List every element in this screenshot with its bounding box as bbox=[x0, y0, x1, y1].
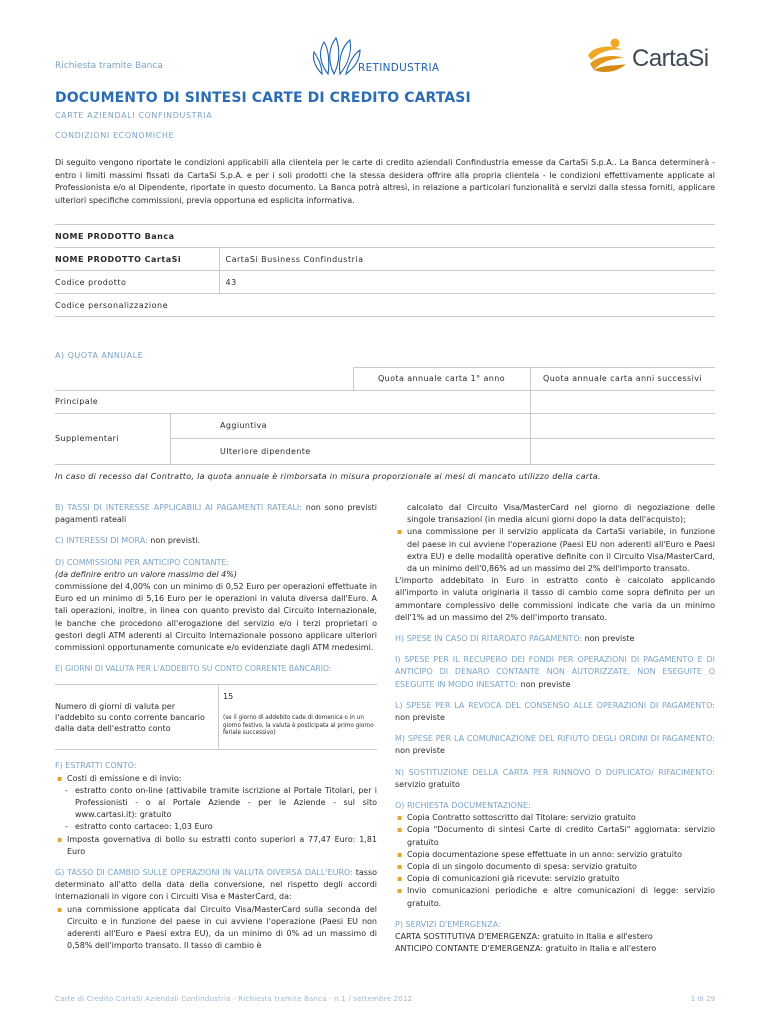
section-d-text: commissione del 4,00% con un minimo di 0,52 Euro per operazioni effettuate in Euro ed un minimo di 5,16 Euro per le operazioni in valuta diversa dall'Euro. A tali operazioni, inoltre, in linea con quanto previsto dal Circuito Internazionale, le banche che procedono all'erogazione del servizio e/o i terzi proprietari o gestori degli ATM aderenti al Circuito Internazionale possono applicare ulteriori commissioni opportunamente comunicate e/o evidenziate dagli ATM medesimi. bbox=[55, 582, 377, 653]
section-l-heading: L) SPESE PER LA REVOCA DEL CONSENSO ALLE OPERAZIONI DI PAGAMENTO: bbox=[395, 700, 715, 710]
section-e bbox=[55, 663, 377, 750]
section-g-amount: L'importo addebitato in Euro in estratto conto è calcolato applicando all'importo in valuta originaria il tasso di cambio come sopra definito per un ammontare complessivo delle commissioni indicate che varia da un minimo dell'1% ad un massimo del 2% dell'importo transato. bbox=[395, 576, 715, 622]
section-b bbox=[55, 502, 377, 526]
section-m-text: non previste bbox=[395, 746, 445, 756]
document-subtitle: CARTE AZIENDALI CONFINDUSTRIA bbox=[55, 111, 213, 120]
section-e-heading: E) GIORNI DI VALUTA PER L'ADDEBITO SU CONTO CORRENTE BANCARIO: bbox=[55, 664, 332, 674]
product-table-value bbox=[219, 225, 715, 248]
product-table-row bbox=[55, 225, 715, 248]
documentation-item: ▪ Invio comunicazioni periodiche e altre comunicazioni di legge: servizio gratuito. bbox=[395, 885, 715, 909]
page-number: 1 di 29 bbox=[690, 995, 715, 1003]
product-table-key: NOME PRODOTTO Banca bbox=[55, 225, 219, 248]
section-m bbox=[395, 733, 715, 757]
quota-row-supplementari: Supplementari bbox=[55, 434, 119, 443]
section-h bbox=[395, 633, 715, 645]
giorni-valuta-note: (se il giorno di addebito cade di domenica o in un giorno festivo, la valuta è posticipata al primo giorno feriale successivo) bbox=[223, 715, 374, 737]
product-table-row bbox=[55, 294, 715, 317]
document-title: DOCUMENTO DI SINTESI CARTE DI CREDITO CARTASI bbox=[55, 90, 471, 106]
recesso-note: In caso di recesso dal Contratto, la quota annuale è rimborsata in misura proporzionale ai mesi di mancato utilizzo della carta. bbox=[55, 472, 601, 481]
section-c bbox=[55, 535, 377, 547]
section-m-heading: M) SPESE PER LA COMUNICAZIONE DEL RIFIUTO DEGLI ORDINI DI PAGAMENTO: bbox=[395, 734, 715, 744]
intro-paragraph: Di seguito vengono riportate le condizioni applicabili alla clientela per le carte di credito aziendali Confindustria emesse da CartaSi S.p.A.. La Banca determinerà - entro i limiti massimi fissati da CartaSi S.p.A. e per i soli prodotti che la stessa desidera offrire alla propria clientela - le condizioni effettivamente applicate al Professionista e/o al Dipendente, riportate in questo documento. La Banca potrà altresì, in relazione a particolari funzionalità e servizi dalla stessa forniti, applicare ulteriori specifiche commissioni, previa opportuna ed esplicita informativa. bbox=[55, 158, 715, 205]
product-table-value: 43 bbox=[219, 271, 715, 294]
section-i bbox=[395, 654, 715, 691]
section-d-subtitle: (da definire entro un valore massimo del 4%) bbox=[55, 569, 237, 579]
section-n-heading: N) SOSTITUZIONE DELLA CARTA PER RINNOVO O DUPLICATO/ RIFACIMENTO: bbox=[395, 767, 715, 777]
section-h-text: non previste bbox=[582, 634, 635, 644]
section-g bbox=[55, 867, 377, 952]
section-h-heading: H) SPESE IN CASO DI RITARDATO PAGAMENTO: bbox=[395, 634, 583, 644]
section-c-text: non previsti. bbox=[147, 536, 200, 546]
right-column bbox=[395, 502, 715, 956]
section-f bbox=[55, 760, 377, 858]
product-table-key: NOME PRODOTTO CartaSi bbox=[55, 248, 219, 271]
section-b-heading: B) TASSI DI INTERESSE APPLICABILI AI PAGAMENTI RATEALI: bbox=[55, 503, 302, 512]
section-g-bullet-circuit: ▪ una commissione applicata dal Circuito Visa/MasterCard sulla seconda del Circuito e in funzione del paese in cui avviene l'operazione (Paesi EU non aderenti all'Euro e Paesi extra EU), da un minimo di 0% ad un massimo di 0,58% dell'importo transato. Il tasso di cambio è bbox=[55, 904, 377, 953]
product-table-row bbox=[55, 248, 715, 271]
section-l-text: non previste bbox=[395, 713, 445, 723]
quota-row-principale: Principale bbox=[55, 397, 99, 406]
giorni-valuta-table bbox=[55, 684, 377, 750]
left-column bbox=[55, 502, 377, 952]
section-o-heading: O) RICHIESTA DOCUMENTAZIONE: bbox=[395, 801, 531, 811]
section-o bbox=[395, 800, 715, 910]
quota-row-ulteriore: Ulteriore dipendente bbox=[220, 446, 311, 456]
product-table bbox=[55, 224, 715, 317]
documentation-item: ▪ Copia Contratto sottoscritto dal Titolare: servizio gratuito bbox=[395, 812, 715, 824]
section-c-heading: C) INTERESSI DI MORA: bbox=[55, 536, 148, 546]
section-n-text: servizio gratuito bbox=[395, 779, 460, 789]
product-table-value bbox=[219, 294, 715, 317]
retindustria-wordmark: RETINDUSTRIA bbox=[358, 62, 440, 74]
section-i-text: non previste bbox=[518, 679, 571, 689]
section-f-online: - estratto conto on-line (attivabile tramite iscrizione al Portale Titolari, per i Professionisti - o al Portale Aziende - per le Aziende - sul sito www.cartasi.it): gratuito bbox=[55, 785, 377, 822]
section-d bbox=[55, 557, 377, 655]
giorni-valuta-value: 15 bbox=[223, 692, 234, 702]
footer-text: Carte di Credito CartaSi Aziendali Confindustria - Richiesta tramite Banca - n.1 / settembre 2012 bbox=[55, 995, 413, 1003]
product-table-row bbox=[55, 271, 715, 294]
section-d-heading: D) COMMISSIONI PER ANTICIPO CONTANTE: bbox=[55, 557, 230, 567]
section-g-continued: calcolato dal Circuito Visa/MasterCard nel giorno di negoziazione delle singole transazioni (in media alcuni giorni dopo la data dell'acquisto); bbox=[407, 503, 715, 525]
section-i-heading: I) SPESE PER IL RECUPERO DEI FONDI PER OPERAZIONI DI PAGAMENTO E DI ANTICIPO DI DENARO CONTANTE NON AUTORIZZATE, NON ESEGUITE O ESEGUITE IN MODO INESATTO: bbox=[395, 655, 715, 689]
section-b-text: non sono previsti pagamenti rateali bbox=[55, 503, 377, 525]
section-g-bullet-service: ▪ una commissione per il servizio applicata da CartaSi variabile, in funzione del paese in cui avviene l'operazione (Paesi EU non aderenti all'Euro e Paesi extra EU) e delle modalità operative definite con il Circuito Visa/MasterCard, da un minimo dell'0,86% ad un massimo del 2% dell'importo transato. bbox=[395, 526, 715, 575]
quota-annuale-heading: A) QUOTA ANNUALE bbox=[55, 351, 144, 360]
documentation-item: ▪ Copia "Documento di sintesi Carte di credito CartaSi" aggiornata: servizio gratuito bbox=[395, 824, 715, 848]
section-f-paper: - estratto conto cartaceo: 1,03 Euro bbox=[55, 821, 377, 833]
quota-col-first-year: Quota annuale carta 1° anno bbox=[377, 374, 506, 383]
cartasi-wordmark: CartaSi bbox=[632, 45, 709, 72]
header-label: Richiesta tramite Banca bbox=[55, 61, 163, 71]
documentation-list bbox=[395, 812, 715, 910]
quota-table bbox=[55, 367, 715, 465]
section-p-carta: CARTA SOSTITUTIVA D'EMERGENZA: gratuito in Italia e all'estero bbox=[395, 932, 653, 942]
section-heading: CONDIZIONI ECONOMICHE bbox=[55, 131, 175, 140]
section-p bbox=[395, 919, 715, 956]
quota-col-following-years: Quota annuale carta anni successivi bbox=[543, 374, 702, 383]
section-g-text: tasso determinato all'atto della data della conversione, nel rispetto degli accordi internazionali in vigore con i Circuiti Visa e MasterCard, da: bbox=[55, 868, 378, 902]
product-table-value: CartaSi Business Confindustria bbox=[219, 248, 715, 271]
documentation-item: ▪ Copia di comunicazioni già ricevute: servizio gratuito bbox=[395, 873, 715, 885]
section-f-bullet-bollo: ▪ Imposta governativa di bollo su estratti conto superiori a 77,47 Euro: 1,81 Euro bbox=[55, 834, 377, 858]
documentation-item: ▪ Copia di un singolo documento di spesa: servizio gratuito bbox=[395, 861, 715, 873]
documentation-item: ▪ Copia documentazione spese effettuate in un anno: servizio gratuito bbox=[395, 849, 715, 861]
product-table-key: Codice prodotto bbox=[55, 271, 219, 294]
section-g-heading: G) TASSO DI CAMBIO SULLE OPERAZIONI IN VALUTA DIVERSA DALL'EURO: bbox=[55, 868, 353, 878]
giorni-valuta-label: Numero di giorni di valuta per l'addebito su conto corrente bancario dalla data dell'estratto conto bbox=[55, 702, 205, 734]
section-p-heading: P) SERVIZI D'EMERGENZA: bbox=[395, 919, 501, 929]
quota-row-aggiuntiva: Aggiuntiva bbox=[220, 421, 267, 430]
section-f-heading: F) ESTRATTI CONTO: bbox=[55, 761, 137, 771]
section-f-bullet-costs: ▪ Costi di emissione e di invio: bbox=[55, 773, 377, 785]
section-p-anticipo: ANTICIPO CONTANTE D'EMERGENZA: gratuito in Italia e all'estero bbox=[395, 944, 657, 954]
section-l bbox=[395, 700, 715, 724]
section-n bbox=[395, 767, 715, 791]
product-table-key: Codice personalizzazione bbox=[55, 294, 219, 317]
